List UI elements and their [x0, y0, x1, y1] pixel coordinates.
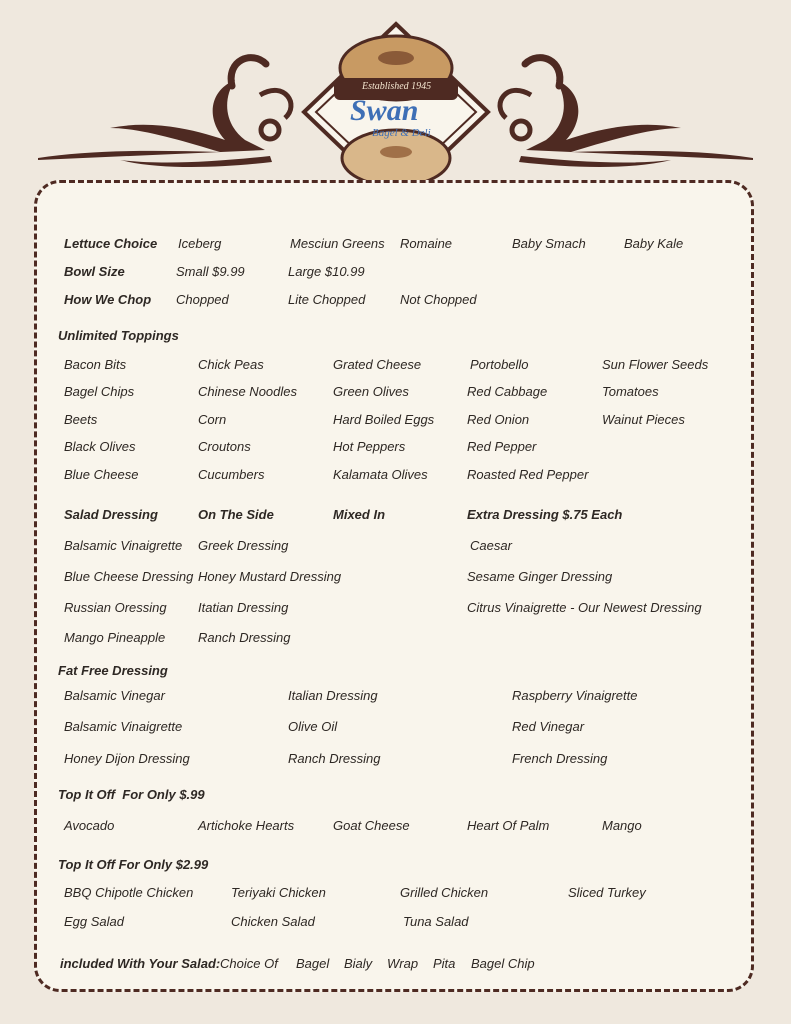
topping-item: Kalamata Olives: [333, 467, 428, 482]
dressing-header: Mixed In: [333, 507, 386, 522]
top99-title: Top It Off For Only $.99: [58, 787, 205, 802]
included-item: Bagel Chip: [471, 956, 535, 971]
top299-item: Sliced Turkey: [568, 885, 646, 900]
top299-item: Teriyaki Chicken: [231, 885, 326, 900]
dressing-item: Ranch Dressing: [198, 630, 291, 645]
dressing-item: Citrus Vinaigrette - Our Newest Dressing: [467, 600, 702, 615]
top299-item: Chicken Salad: [231, 914, 315, 929]
logo-sub: Bagel & Deli: [372, 127, 431, 139]
chop-item: Chopped: [176, 292, 229, 307]
topping-item: Portobello: [470, 357, 529, 372]
fatfree-item: French Dressing: [512, 751, 608, 766]
chop-item: Lite Chopped: [288, 292, 366, 307]
bowl-label: Bowl Size: [64, 264, 125, 279]
chop-item: Not Chopped: [400, 292, 477, 307]
topping-item: Bacon Bits: [64, 357, 127, 372]
bowl-item: Small $9.99: [176, 264, 245, 279]
dressing-item: Blue Cheese Dressing: [64, 569, 194, 584]
dressing-item: Balsamic Vinaigrette: [64, 538, 183, 553]
topping-item: Grated Cheese: [333, 357, 422, 372]
included-item: Bagel: [296, 956, 330, 971]
topping-item: Cucumbers: [198, 467, 265, 482]
included-label: included With Your Salad:: [60, 956, 221, 971]
included-item: Pita: [433, 956, 456, 971]
fatfree-item: Honey Dijon Dressing: [64, 751, 190, 766]
topping-item: Black Olives: [64, 439, 136, 454]
lettuce-item: Baby Kale: [624, 236, 684, 251]
topping-item: Bagel Chips: [64, 384, 135, 399]
topping-item: Chinese Noodles: [198, 384, 298, 399]
top299-item: Grilled Chicken: [400, 885, 489, 900]
fatfree-item: Balsamic Vinaigrette: [64, 719, 183, 734]
fatfree-item: Raspberry Vinaigrette: [512, 688, 638, 703]
included-item: Choice Of: [220, 956, 278, 971]
topping-item: Corn: [198, 412, 227, 427]
dressing-item: Sesame Ginger Dressing: [467, 569, 613, 584]
included-item: Bialy: [344, 956, 373, 971]
dressing-header: Salad Dressing: [64, 507, 158, 522]
fatfree-title: Fat Free Dressing: [58, 663, 168, 678]
dressing-header: On The Side: [198, 507, 274, 522]
dressing-item: Itatian Dressing: [198, 600, 289, 615]
top299-title: Top It Off For Only $2.99: [58, 857, 209, 872]
dressing-item: Greek Dressing: [198, 538, 289, 553]
fatfree-item: Ranch Dressing: [288, 751, 381, 766]
bowl-item: Large $10.99: [288, 264, 365, 279]
chop-label: How We Chop: [64, 292, 152, 307]
logo-established: Established 1945: [362, 81, 432, 92]
top99-item: Avocado: [64, 818, 115, 833]
dressing-item: Honey Mustard Dressing: [198, 569, 342, 584]
lettuce-item: Romaine: [400, 236, 453, 251]
fatfree-item: Balsamic Vinegar: [64, 688, 165, 703]
lettuce-item: Iceberg: [178, 236, 222, 251]
topping-item: Roasted Red Pepper: [467, 467, 589, 482]
topping-item: Blue Cheese: [64, 467, 139, 482]
top299-item: Tuna Salad: [403, 914, 469, 929]
top299-item: Egg Salad: [64, 914, 124, 929]
logo-brand: Swan: [350, 94, 419, 127]
included-item: Wrap: [387, 956, 419, 971]
fatfree-item: Italian Dressing: [288, 688, 378, 703]
fatfree-item: Red Vinegar: [512, 719, 585, 734]
lettuce-label: Lettuce Choice: [64, 236, 158, 251]
dressing-item: Caesar: [470, 538, 512, 553]
lettuce-item: Baby Smach: [512, 236, 586, 251]
top99-item: Goat Cheese: [333, 818, 410, 833]
toppings-title: Unlimited Toppings: [58, 328, 179, 343]
lettuce-item: Mesciun Greens: [290, 236, 385, 251]
top99-item: Mango: [602, 818, 642, 833]
topping-item: Tomatoes: [602, 384, 659, 399]
topping-item: Hot Peppers: [333, 439, 406, 454]
topping-item: Sun Flower Seeds: [602, 357, 709, 372]
topping-item: Chick Peas: [198, 357, 264, 372]
topping-item: Red Pepper: [467, 439, 537, 454]
topping-item: Hard Boiled Eggs: [333, 412, 435, 427]
topping-item: Red Onion: [467, 412, 530, 427]
top99-item: Artichoke Hearts: [198, 818, 295, 833]
topping-item: Beets: [64, 412, 98, 427]
dressing-header: Extra Dressing $.75 Each: [467, 507, 623, 522]
topping-item: Wainut Pieces: [602, 412, 685, 427]
topping-item: Croutons: [198, 439, 251, 454]
dressing-item: Mango Pineapple: [64, 630, 166, 645]
top99-item: Heart Of Palm: [467, 818, 550, 833]
dressing-item: Russian Oressing: [64, 600, 167, 615]
fatfree-item: Olive Oil: [288, 719, 338, 734]
top299-item: BBQ Chipotle Chicken: [64, 885, 194, 900]
topping-item: Green Olives: [333, 384, 409, 399]
topping-item: Red Cabbage: [467, 384, 548, 399]
